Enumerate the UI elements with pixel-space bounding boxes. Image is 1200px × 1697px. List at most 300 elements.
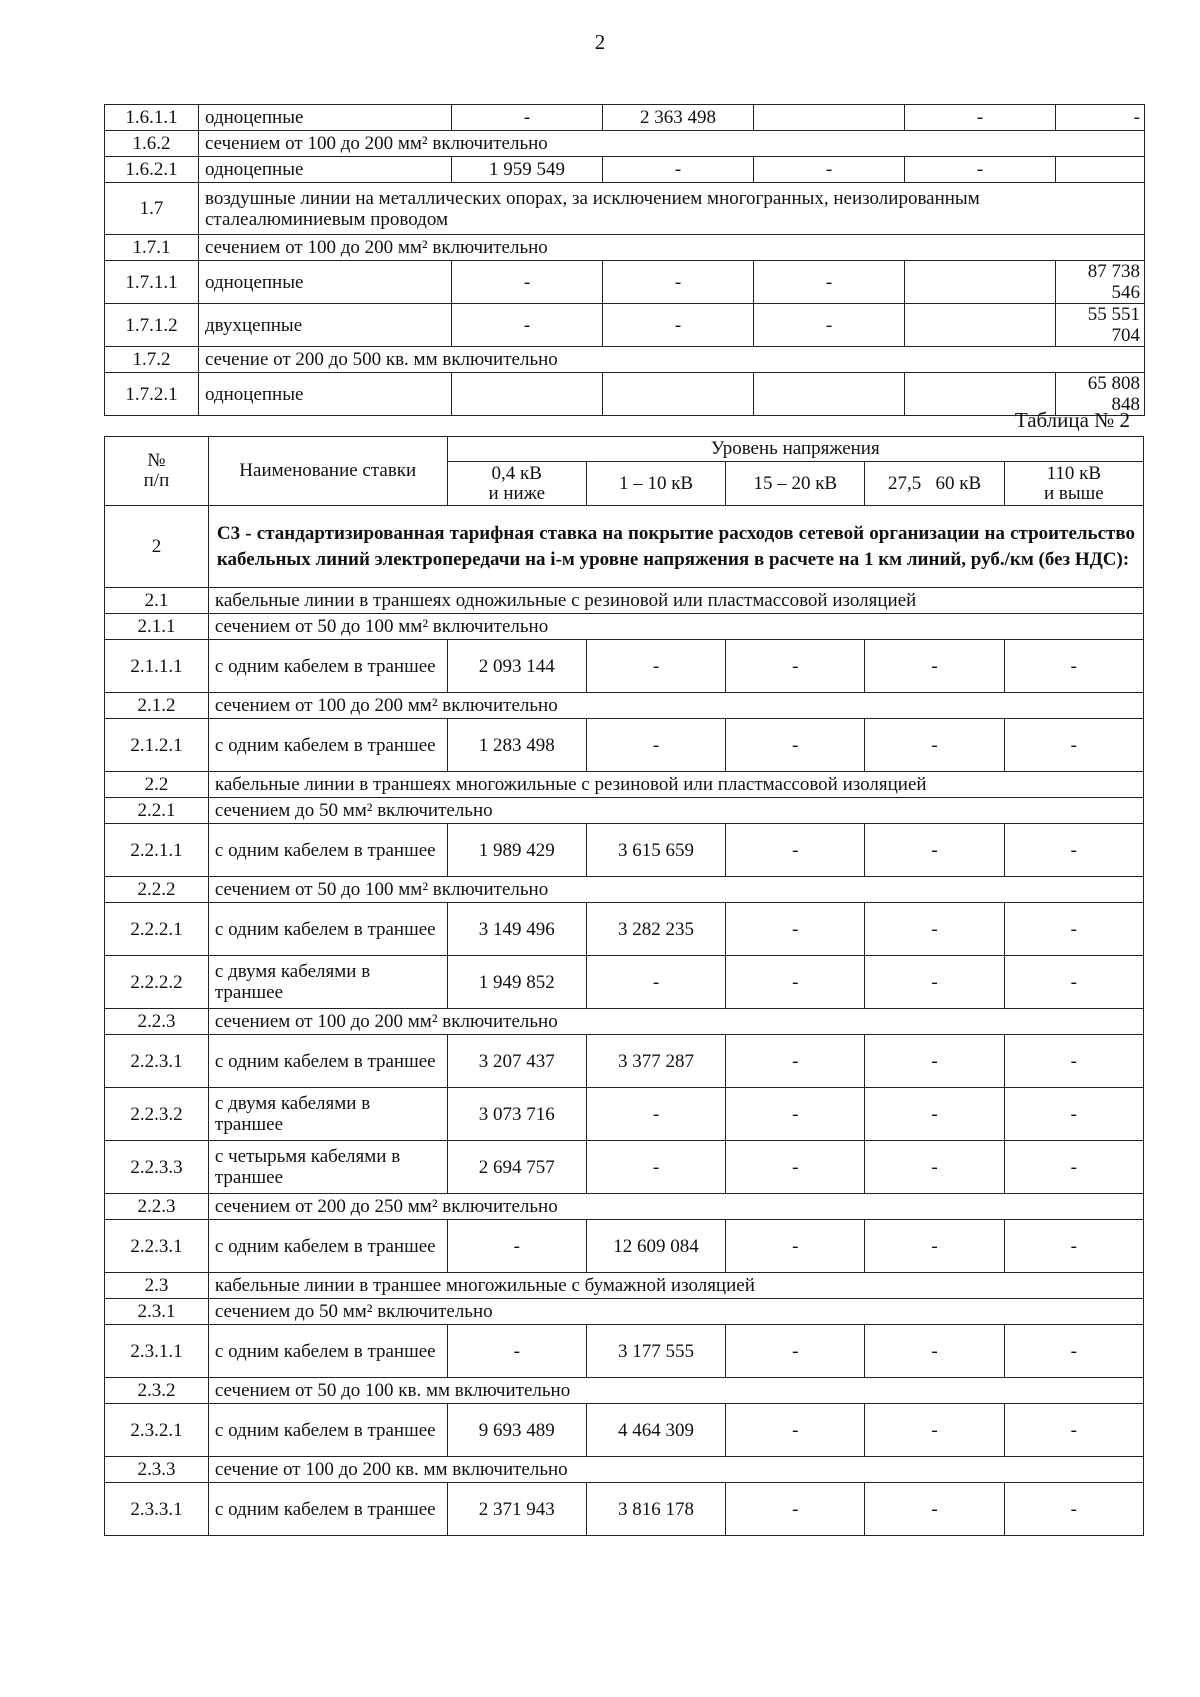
row-name [199,235,1145,261]
value-cell-3 [726,640,865,693]
row-name-text: сечением от 50 до 100 мм² включительно [214,879,549,900]
row-name-text: сечением до 50 мм² включительно [214,800,493,821]
value-cell-1 [447,824,586,877]
row-number [105,614,209,640]
title-row-text-span: С3 - стандартизированная тарифная ставка на покрытие расходов сетевой организации на строительство кабельных линий электропередачи на i-м уровне напряжения в расчете на 1 км линий, руб./км (без НДС): [216,522,1135,570]
row-name [208,1325,447,1378]
value-cell-5-text: - [1070,1156,1077,1178]
row-number [105,798,209,824]
value-cell-5-text: - [1070,839,1077,861]
value-cell-5 [1004,719,1143,772]
value-cell-1-text: 1 283 498 [478,734,555,756]
row-name [208,824,447,877]
row-number-text: 1.7.2 [132,349,171,370]
table-1-row [105,131,1145,157]
table-2-row [105,640,1144,693]
row-name-text: кабельные линии в траншеях одножильные с резиновой или пластмассовой изоляцией [214,590,917,611]
value-cell-2 [586,719,725,772]
header-num-text: № п/п [143,450,170,491]
value-cell-4 [905,157,1056,183]
value-cell-4-text: - [931,971,938,993]
header-col-5 [1004,462,1143,506]
value-cell-4-text: - [931,734,938,756]
value-cell-1-text: 3 149 496 [478,918,555,940]
row-number-text: 2.3.3 [137,1459,176,1480]
row-name [208,1457,1143,1483]
value-cell-3 [726,1141,865,1194]
value-cell-3-text: - [792,918,799,940]
row-number [105,157,199,183]
row-name [199,131,1145,157]
row-name [208,956,447,1009]
value-cell-2 [586,903,725,956]
value-cell-2 [586,1325,725,1378]
value-cell-1-text: 2 093 144 [478,655,555,677]
row-name-text: с одним кабелем в траншее [214,1498,436,1520]
value-cell-3 [726,824,865,877]
row-number [105,131,199,157]
value-cell-5-text: - [1070,1419,1077,1441]
row-number-text: 2.1 [144,590,169,611]
value-cell-1 [447,1088,586,1141]
value-cell-1-text: 3 207 437 [478,1050,555,1072]
value-cell-1-text: 2 371 943 [478,1498,555,1520]
value-cell-3-text: - [792,655,799,677]
row-name [208,1035,447,1088]
value-cell-4-text: - [931,839,938,861]
row-number [105,877,209,903]
value-cell-1 [452,304,603,347]
value-cell-5-text: - [1070,1050,1077,1072]
value-cell-3 [754,373,905,416]
value-cell-5-text: - [1070,1103,1077,1125]
page-number: 2 [594,30,606,54]
value-cell-5 [1004,1404,1143,1457]
row-name [208,903,447,956]
row-number-text: 2.1.1.1 [130,655,183,677]
table-2-body [105,437,1144,1536]
table-1-row [105,304,1145,347]
row-name [208,1378,1143,1404]
row-name-text: сечение от 100 до 200 кв. мм включительно [214,1459,568,1480]
value-cell-3-text: - [825,314,833,336]
table-2-row [105,1194,1144,1220]
row-name-text: сечением от 50 до 100 кв. мм включительно [214,1380,571,1401]
value-cell-4 [865,1035,1004,1088]
value-cell-2-text: 3 177 555 [618,1340,695,1362]
value-cell-1 [447,1220,586,1273]
row-name-text: сечением от 100 до 200 мм² включительно [214,695,558,716]
header-col-3 [726,462,865,506]
row-number-text: 2.3.1 [137,1301,176,1322]
table-2-row [105,1088,1144,1141]
value-cell-5 [1056,157,1145,183]
value-cell-2-text: - [674,314,682,336]
row-name [208,1009,1143,1035]
value-cell-5 [1004,1220,1143,1273]
value-cell-2-text: - [652,1156,660,1178]
row-number [105,1220,209,1273]
row-number [105,235,199,261]
value-cell-2 [603,157,754,183]
value-cell-4-text: - [931,1340,938,1362]
row-name-text: сечением от 200 до 250 мм² включительно [214,1196,558,1217]
title-row-num [105,506,209,588]
value-cell-3-text: - [825,271,833,293]
header-voltage-group [447,437,1143,462]
header-col-4-text: 27,5 60 кВ [887,472,982,494]
value-cell-5 [1004,903,1143,956]
value-cell-3-text: - [792,839,799,861]
table-2-row [105,1325,1144,1378]
row-number-text: 2.2.3.2 [130,1103,183,1125]
value-cell-5 [1004,824,1143,877]
value-cell-1-text: - [513,1340,520,1362]
value-cell-5-text: - [1070,1235,1077,1257]
header-col-4 [865,462,1004,506]
row-number [105,1035,209,1088]
value-cell-4 [905,261,1056,304]
value-cell-2 [586,1483,725,1536]
value-cell-1-text: 9 693 489 [478,1419,555,1441]
row-name [199,373,452,416]
row-number-text: 2.3.2 [137,1380,176,1401]
value-cell-2-text: 3 816 178 [618,1498,695,1520]
row-number [105,347,199,373]
table-2-row [105,1378,1144,1404]
row-name [208,640,447,693]
row-name [208,1220,447,1273]
value-cell-3-text: - [792,1156,799,1178]
row-number-text: 1.7.1 [132,237,171,258]
value-cell-5 [1056,105,1145,131]
value-cell-4-text: - [931,1419,938,1441]
table-2-row [105,1404,1144,1457]
row-name-text: с двумя кабелями в траншее [214,1093,371,1135]
row-number-text: 2.1.2.1 [130,734,183,756]
row-number-text: 2.2.3.1 [130,1050,183,1072]
row-number [105,105,199,131]
table-2-row [105,1035,1144,1088]
row-name-text: кабельные линии в траншеях многожильные с резиновой или пластмассовой изоляцией [214,774,927,795]
value-cell-4-text: - [931,655,938,677]
row-name [208,877,1143,903]
row-name [208,798,1143,824]
row-number-text: 2.2.2.1 [130,918,183,940]
header-name-text: Наименование ставки [239,460,417,481]
row-number [105,588,209,614]
value-cell-2-text: 3 377 287 [618,1050,695,1072]
row-name-text: с одним кабелем в траншее [214,1340,436,1362]
row-name-text: с одним кабелем в траншее [214,1235,436,1257]
row-number [105,1194,209,1220]
table-2-row [105,1009,1144,1035]
value-cell-3 [726,903,865,956]
value-cell-3-text: - [825,159,833,180]
value-cell-1-text: - [523,314,531,336]
header-col-2-text: 1 – 10 кВ [618,472,694,494]
title-row-num-text: 2 [151,536,162,557]
table-2-header-row [105,437,1144,462]
value-cell-3-text: - [792,1340,799,1362]
row-number [105,183,199,235]
value-cell-1-text: 1 949 852 [478,971,555,993]
value-cell-2-text: - [652,734,660,756]
header-voltage-group-text: Уровень напряжения [710,438,880,459]
row-number-text: 2.2.2 [137,879,176,900]
value-cell-5 [1004,1141,1143,1194]
value-cell-1 [447,903,586,956]
row-name [208,1088,447,1141]
row-number-text: 2.2.3.3 [130,1156,183,1178]
value-cell-3 [726,719,865,772]
row-name-text: с одним кабелем в траншее [214,1419,436,1441]
table-1-row [105,105,1145,131]
row-name-text: воздушные линии на металлических опорах, за исключением многогранных, неизолированным сталеалюминиевым проводом [205,187,980,230]
value-cell-5-text: 87 738 546 [1087,261,1140,303]
row-name [208,1483,447,1536]
header-num [105,437,209,506]
value-cell-1 [447,1035,586,1088]
row-name-text: с одним кабелем в траншее [214,918,436,940]
value-cell-1 [447,1325,586,1378]
value-cell-5-text: - [1070,1340,1077,1362]
row-number-text: 1.7 [139,198,164,219]
value-cell-5-text: 65 808 848 [1087,373,1140,415]
value-cell-3 [726,956,865,1009]
table-2-row [105,798,1144,824]
value-cell-2-text: - [674,271,682,293]
value-cell-1-text: 1 989 429 [478,839,555,861]
row-number-text: 1.7.1.2 [125,314,178,336]
row-number [105,1325,209,1378]
value-cell-2 [586,824,725,877]
value-cell-4 [865,956,1004,1009]
table-2-row [105,903,1144,956]
value-cell-2 [586,1088,725,1141]
value-cell-1 [452,105,603,131]
header-name [208,437,447,506]
value-cell-3 [726,1483,865,1536]
table-1-row [105,347,1145,373]
value-cell-1 [447,1483,586,1536]
table-2-row [105,1220,1144,1273]
row-name-text: сечением от 100 до 200 мм² включительно [205,237,548,258]
value-cell-1 [447,719,586,772]
value-cell-1 [447,1141,586,1194]
row-name [199,261,452,304]
table-2-row [105,772,1144,798]
row-name [208,1194,1143,1220]
value-cell-1 [447,640,586,693]
value-cell-1 [447,1404,586,1457]
value-cell-3-text: - [792,1419,799,1441]
value-cell-3 [754,304,905,347]
table-2-row [105,719,1144,772]
row-number [105,640,209,693]
row-number [105,1009,209,1035]
value-cell-3-text: - [792,1235,799,1257]
row-name-text: одноцепные [205,107,304,128]
value-cell-1 [452,261,603,304]
value-cell-5 [1004,1483,1143,1536]
value-cell-2 [603,105,754,131]
table-2-row [105,956,1144,1009]
value-cell-2 [586,1035,725,1088]
value-cell-4 [865,1220,1004,1273]
row-name-text: сечением от 100 до 200 мм² включительно [205,133,548,154]
value-cell-4 [865,1325,1004,1378]
row-name [208,693,1143,719]
table-2-row [105,1141,1144,1194]
row-number [105,824,209,877]
row-number-text: 2.2.3 [137,1011,176,1032]
value-cell-2 [603,261,754,304]
row-number [105,693,209,719]
table-2-row [105,614,1144,640]
row-name-text: с четырьмя кабелями в траншее [214,1146,401,1188]
value-cell-1-text: 2 694 757 [478,1156,555,1178]
row-name [208,1141,447,1194]
value-cell-5 [1056,261,1145,304]
row-number-text: 2.2.3.1 [130,1235,183,1257]
value-cell-3-text: - [792,1050,799,1072]
row-number-text: 2.2.3 [137,1196,176,1217]
row-name-text: одноцепные [205,383,304,405]
row-name [208,1273,1143,1299]
value-cell-1-text: - [523,107,531,128]
table-1-row [105,373,1145,416]
value-cell-4-text: - [931,1050,938,1072]
value-cell-4 [905,105,1056,131]
row-name-text: одноцепные [205,159,304,180]
row-number [105,903,209,956]
row-number-text: 1.7.1.1 [125,271,178,293]
value-cell-4 [865,824,1004,877]
header-col-3-text: 15 – 20 кВ [753,472,838,494]
table-2-row [105,1299,1144,1325]
value-cell-5-text: - [1133,107,1140,128]
row-name [199,347,1145,373]
value-cell-4-text: - [931,918,938,940]
row-number [105,1141,209,1194]
value-cell-5-text: - [1070,655,1077,677]
row-number [105,1404,209,1457]
value-cell-5 [1004,1088,1143,1141]
row-number-text: 2.3.3.1 [130,1498,183,1520]
row-number [105,956,209,1009]
value-cell-4-text: - [976,107,984,128]
row-name [208,772,1143,798]
row-name-text: сечением от 100 до 200 мм² включительно [214,1011,558,1032]
row-name [199,157,452,183]
row-number [105,1483,209,1536]
value-cell-5-text: - [1070,918,1077,940]
value-cell-5 [1004,640,1143,693]
row-number-text: 2.3.2.1 [130,1419,183,1441]
row-number-text: 1.6.2 [132,133,171,154]
row-number [105,1457,209,1483]
row-name-text: двухцепные [205,314,303,336]
row-number-text: 2.3 [144,1275,169,1296]
value-cell-4-text: - [931,1235,938,1257]
value-cell-5 [1004,1035,1143,1088]
row-name-text: с одним кабелем в траншее [214,655,436,677]
row-number [105,261,199,304]
row-number-text: 2.2.2.2 [130,971,183,993]
value-cell-3-text: - [792,1103,799,1125]
row-number [105,1299,209,1325]
table-1-row [105,261,1145,304]
row-number-text: 2.3.1.1 [130,1340,183,1362]
value-cell-3-text: - [792,1498,799,1520]
value-cell-3-text: - [792,971,799,993]
row-name [199,183,1145,235]
value-cell-4-text: - [976,159,984,180]
value-cell-2-text: - [652,1103,660,1125]
value-cell-2-text: 3 615 659 [618,839,695,861]
header-col-5-text: 110 кВ и выше [1043,462,1104,504]
row-name [199,105,452,131]
value-cell-5 [1004,956,1143,1009]
row-number-text: 1.7.2.1 [125,383,178,405]
row-number-text: 2.2 [144,774,169,795]
value-cell-2-text: 3 282 235 [618,918,695,940]
row-name [208,1404,447,1457]
value-cell-3 [754,157,905,183]
row-name [208,719,447,772]
row-name-text: сечение от 200 до 500 кв. мм включительно [205,349,558,370]
row-number-text: 2.2.1 [137,800,176,821]
row-number-text: 1.6.1.1 [125,107,178,128]
value-cell-1-text: 1 959 549 [489,159,565,180]
value-cell-2 [603,304,754,347]
value-cell-3 [726,1404,865,1457]
table-2-row [105,1457,1144,1483]
title-row-text [208,506,1143,588]
row-number [105,1088,209,1141]
value-cell-4-text: - [931,1103,938,1125]
row-name-text: одноцепные [205,271,304,293]
value-cell-2 [586,1220,725,1273]
header-col-1 [447,462,586,506]
row-number [105,1378,209,1404]
value-cell-3 [726,1035,865,1088]
table-1-row [105,183,1145,235]
value-cell-4 [865,640,1004,693]
value-cell-2-text: - [652,655,660,677]
value-cell-1 [447,956,586,1009]
row-name-text: кабельные линии в траншее многожильные с бумажной изоляцией [214,1275,755,1296]
table-1-continuation [104,104,1145,416]
value-cell-2 [586,640,725,693]
row-name-text: с одним кабелем в траншее [214,839,436,861]
table-1-body [105,105,1145,416]
value-cell-2-text: 4 464 309 [618,1419,695,1441]
value-cell-1 [452,373,603,416]
value-cell-5 [1004,1325,1143,1378]
row-name-text: с одним кабелем в траншее [214,734,436,756]
row-name [199,304,452,347]
table-2-row [105,588,1144,614]
row-name-text: сечением от 50 до 100 мм² включительно [214,616,549,637]
row-number-text: 2.1.2 [137,695,176,716]
header-col-1-text: 0,4 кВ и ниже [488,462,546,504]
value-cell-2-text: - [652,971,660,993]
table-2 [104,436,1144,1536]
value-cell-4-text: - [931,1498,938,1520]
value-cell-3 [726,1220,865,1273]
